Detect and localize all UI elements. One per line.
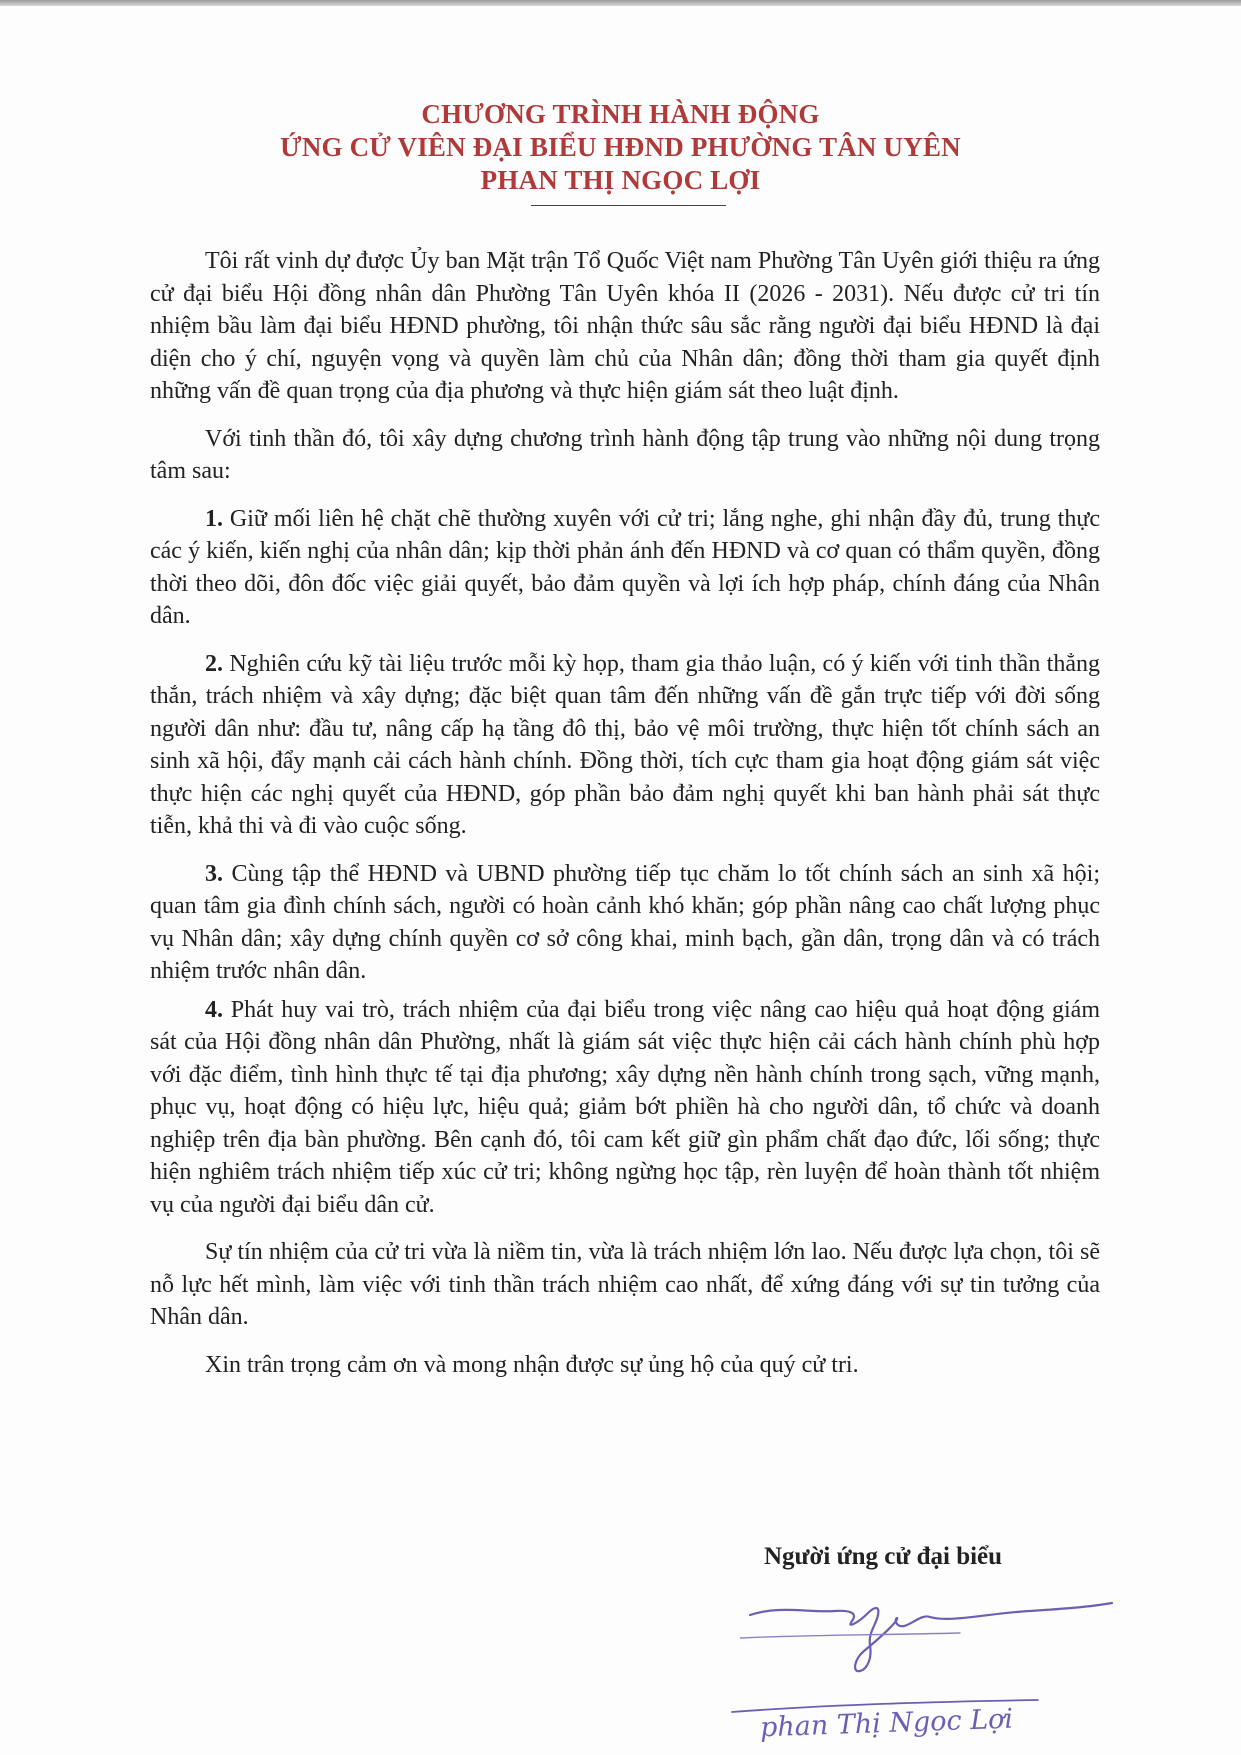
scan-edge [0,0,1241,6]
action-item-2-number: 2. [205,650,223,677]
intro-paragraph: Tôi rất vinh dự được Ủy ban Mặt trận Tổ Quốc Việt nam Phường Tân Uyên giới thiệu ra ứng cử đại biểu Hội đồng nhân dân Phường Tân Uyên khóa II (2026 - 2031). Nếu được cử tri tín nhiệm bầu làm đại biểu HĐND phường, tôi nhận thức sâu sắc rằng người đại biểu HĐND là đại diện cho ý chí, nguyện vọng và quyền làm chủ của Nhân dân; đồng thời tham gia quyết định những vấn đề quan trọng của địa phương và thực hiện giám sát theo luật định. [150,248,1100,404]
header-title: CHƯƠNG TRÌNH HÀNH ĐỘNG [421,99,820,129]
signer-title: Người ứng cử đại biểu [764,1543,1003,1570]
action-item-1-number: 1. [205,505,223,532]
action-item-4 [150,994,1100,1222]
action-item-1-text: Giữ mối liên hệ chặt chẽ thường xuyên với cử tri; lắng nghe, ghi nhận đầy đủ, trung thực các ý kiến, kiến nghị của nhân dân; kịp thời phản ánh đến HĐND và cơ quan có thẩm quyền, đồng thời theo dõi, đôn đốc việc giải quyết, bảo đảm quyền và lợi ích hợp pháp, chính đáng của Nhân dân. [150,505,1100,629]
action-item-4-text: Phát huy vai trò, trách nhiệm của đại biểu trong việc nâng cao hiệu quả hoạt động giám sát của Hội đồng nhân dân Phường, nhất là giám sát việc thực hiện cải cách hành chính phù hợp với đặc điểm, tình hình thực tế tại địa phương; xây dựng nền hành chính trong sạch, vững mạnh, phục vụ, hoạt động có hiệu lực, hiệu quả; giảm bớt phiền hà cho người dân, tổ chức và doanh nghiệp trên địa bàn phường. Bên cạnh đó, tôi cam kết giữ gìn phẩm chất đạo đức, lối sống; thực hiện nghiêm trách nhiệm tiếp xúc cử tri; không ngừng học tập, rèn luyện để hoàn thành tốt nhiệm vụ của người đại biểu dân cử. [150,996,1100,1218]
action-item-3-number: 3. [205,860,223,887]
action-item-4-number: 4. [205,996,223,1023]
action-item-1 [150,503,1100,633]
action-item-3-text: Cùng tập thể HĐND và UBND phường tiếp tục chăm lo tốt chính sách an sinh xã hội; quan tâm gia đình chính sách, người có hoàn cảnh khó khăn; góp phần nâng cao chất lượng phục vụ Nhân dân; xây dựng chính quyền cơ sở công khai, minh bạch, gần dân, trọng dân và có trách nhiệm trước nhân dân. [150,860,1100,984]
handwritten-name: phan Thị Ngọc Lợi [759,1703,1014,1744]
action-item-2-text: Nghiên cứu kỹ tài liệu trước mỗi kỳ họp, tham gia thảo luận, có ý kiến với tinh thần thẳng thắn, trách nhiệm và xây dựng; đặc biệt quan tâm đến những vấn đề gắn trực tiếp với đời sống người dân như: đầu tư, nâng cấp hạ tầng đô thị, bảo vệ môi trường, thực hiện tốt chính sách an sinh xã hội, đẩy mạnh cải cách hành chính. Đồng thời, tích cực tham gia hoạt động giám sát việc thực hiện các nghị quyết của HĐND, góp phần bảo đảm nghị quyết khi ban hành phải sát thực tiễn, khả thi và đi vào cuộc sống. [150,650,1100,839]
document-header [0,98,1241,206]
action-item-2 [150,648,1100,843]
document-body [150,245,1100,1396]
action-item-3 [150,858,1100,988]
lead-paragraph: Với tinh thần đó, tôi xây dựng chương trình hành động tập trung vào những nội dung trọng tâm sau: [150,425,1100,484]
header-candidate-name: PHAN THỊ NGỌC LỢI [480,165,761,195]
header-subtitle: ỨNG CỬ VIÊN ĐẠI BIỂU HĐND PHƯỜNG TÂN UYÊN [280,132,961,162]
closing-paragraph: Sự tín nhiệm của cử tri vừa là niềm tin, vừa là trách nhiệm lớn lao. Nếu được lựa chọn, tôi sẽ nỗ lực hết mình, làm việc với tinh thần trách nhiệm cao nhất, để xứng đáng với sự tin tưởng của Nhân dân. [150,1239,1100,1330]
thanks-paragraph: Xin trân trọng cảm ơn và mong nhận được sự ủng hộ của quý cử tri. [205,1351,859,1378]
signature-block [0,1543,1241,1755]
handwritten-signature [740,1583,1120,1703]
header-divider [531,205,726,206]
